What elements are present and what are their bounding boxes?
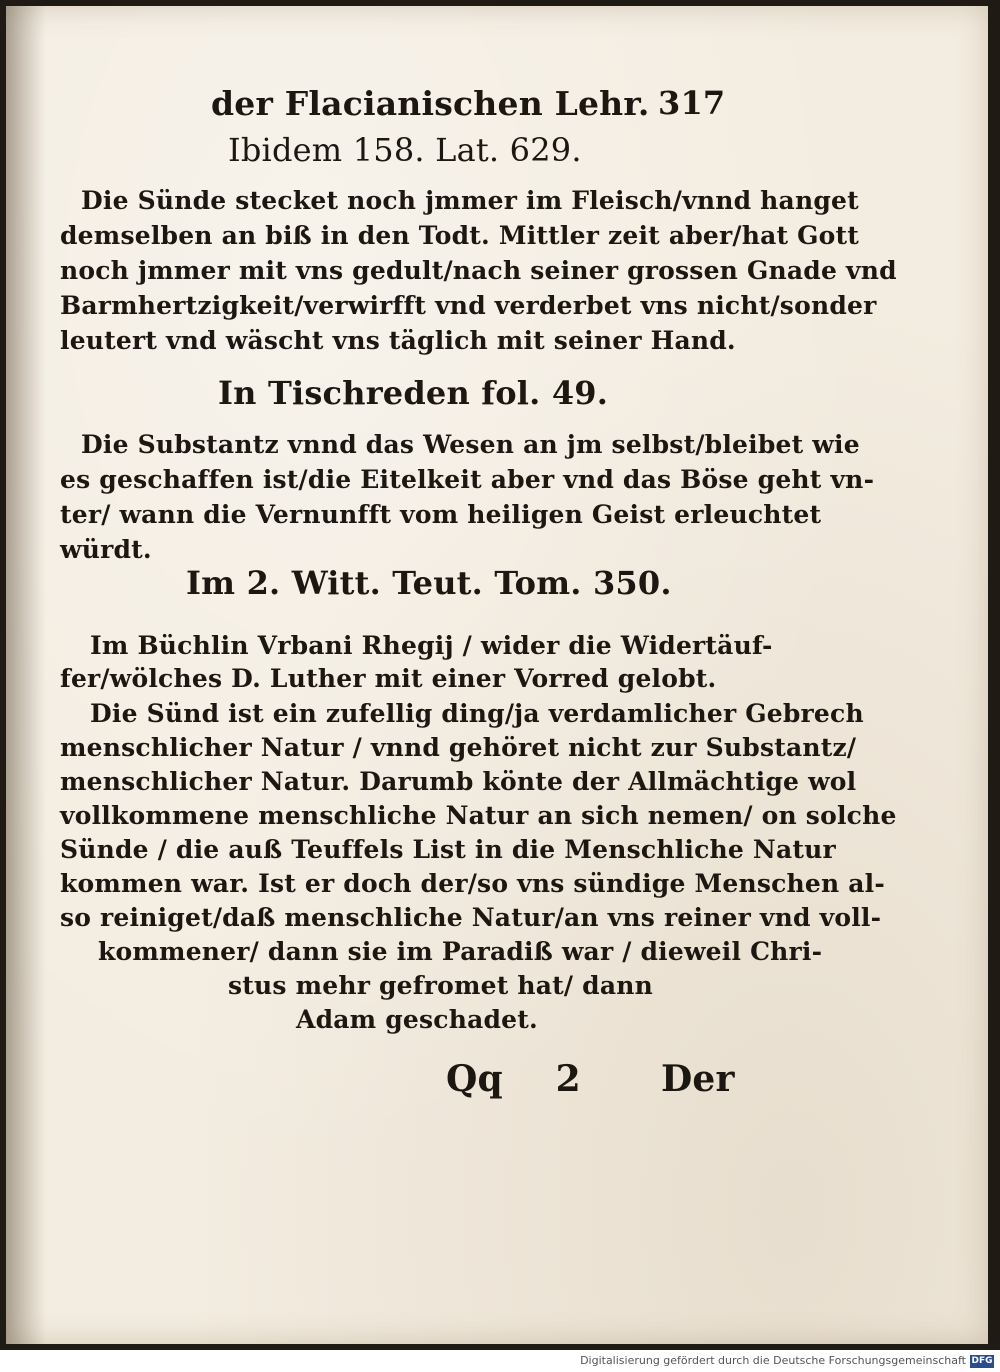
- dfg-logo: DFG: [971, 1356, 993, 1366]
- text-line: Barmhertzigkeit/verwirfft vnd verderbet vns nicht/sonder: [60, 291, 877, 320]
- text-line: menschlicher Natur. Darumb könte der Allmächtige wol: [60, 767, 857, 796]
- text-line: stus mehr gefromet hat/ dann: [228, 971, 653, 1000]
- text-line: leutert vnd wäscht vns täglich mit seiner Hand.: [60, 326, 736, 355]
- text-line: vollkommene menschliche Natur an sich nemen/ on solche: [60, 801, 897, 830]
- text-line: noch jmmer mit vns gedult/nach seiner grossen Gnade vnd: [60, 256, 897, 285]
- text-line: kommener/ dann sie im Paradiß war / dieweil Chri-: [98, 937, 823, 966]
- section-heading: In Tischreden fol. 49.: [218, 374, 609, 412]
- text-line: demselben an biß in den Todt. Mittler zeit aber/hat Gott: [60, 221, 860, 250]
- page-number: 317: [658, 84, 726, 122]
- text-line: Die Sünd ist ein zufellig ding/ja verdamlicher Gebrech: [90, 699, 864, 728]
- text-line: würdt.: [60, 535, 152, 564]
- footer-bar: [0, 1352, 1000, 1372]
- gutter-shadow: [6, 6, 46, 1344]
- text-line: Im Büchlin Vrbani Rhegij / wider die Widertäuf-: [90, 631, 773, 660]
- text-line: ter/ wann die Vernunfft vom heiligen Geist erleuchtet: [60, 500, 822, 529]
- section-heading: Im 2. Witt. Teut. Tom. 350.: [186, 564, 672, 602]
- text-line: Die Sünde stecket noch jmmer im Fleisch/vnnd hanget: [81, 186, 859, 215]
- scanned-page: [6, 6, 988, 1344]
- text-line: Adam geschadet.: [296, 1005, 538, 1034]
- text-line: es geschaffen ist/die Eitelkeit aber vnd das Böse geht vn-: [60, 465, 875, 494]
- text-line: fer/wölches D. Luther mit einer Vorred gelobt.: [60, 664, 717, 693]
- signature-mark: Qq 2: [446, 1058, 581, 1100]
- catchword: Der: [661, 1058, 735, 1100]
- section-heading: Ibidem 158. Lat. 629.: [228, 131, 582, 169]
- text-line: so reiniget/daß menschliche Natur/an vns reiner vnd voll-: [60, 903, 882, 932]
- text-line: Sünde / die auß Teuffels List in die Menschliche Natur: [60, 835, 836, 864]
- running-head: der Flacianischen Lehr.: [211, 84, 650, 123]
- text-line: kommen war. Ist er doch der/so vns sündige Menschen al-: [60, 869, 885, 898]
- text-line: menschlicher Natur / vnnd gehöret nicht zur Substantz/: [60, 733, 857, 762]
- funding-credit: Digitalisierung gefördert durch die Deutsche Forschungsgemeinschaft: [580, 1354, 966, 1367]
- text-line: Die Substantz vnnd das Wesen an jm selbst/bleibet wie: [81, 430, 860, 459]
